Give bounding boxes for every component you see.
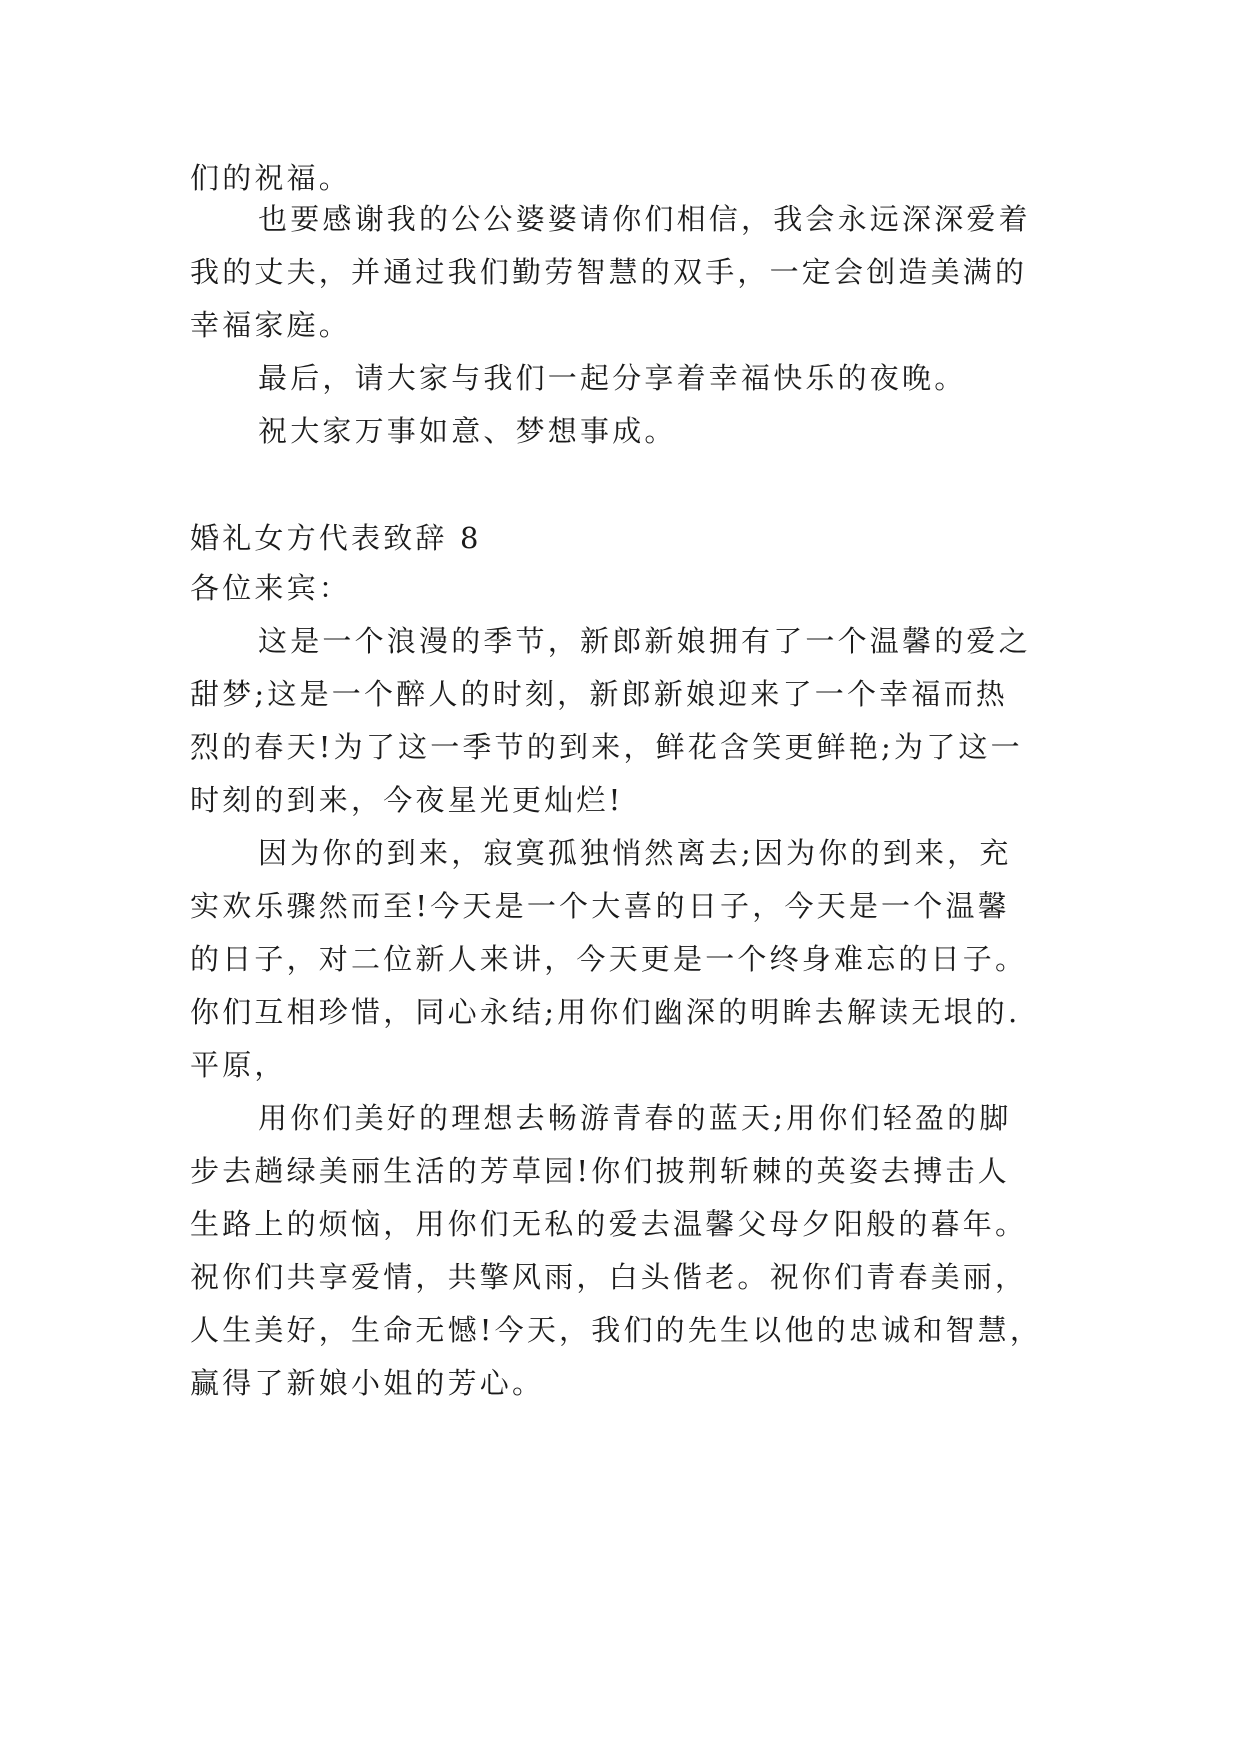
paragraph-1-line-1: 这是一个浪漫的季节，新郎新娘拥有了一个温馨的爱之: [258, 624, 1031, 658]
paragraph-3-line-6: 赢得了新娘小姐的芳心。: [190, 1366, 545, 1400]
salutation: 各位来宾：: [190, 571, 352, 605]
section-title: 婚礼女方代表致辞 8: [190, 521, 482, 555]
paragraph-3-line-1: 用你们美好的理想去畅游青春的蓝天;用你们轻盈的脚: [258, 1101, 1012, 1135]
thanks-paragraph-line-1: 也要感谢我的公公婆婆请你们相信，我会永远深深爱着: [258, 202, 1031, 236]
thanks-paragraph-line-2: 我的丈夫，并通过我们勤劳智慧的双手，一定会创造美满的: [190, 255, 1028, 289]
wish-paragraph: 祝大家万事如意、梦想事成。: [258, 414, 677, 448]
paragraph-1-line-4: 时刻的到来，今夜星光更灿烂!: [190, 783, 624, 817]
paragraph-1-line-2: 甜梦;这是一个醉人的时刻，新郎新娘迎来了一个幸福而热: [190, 677, 1008, 711]
paragraph-3-line-3: 生路上的烦恼，用你们无私的爱去温馨父母夕阳般的暮年。: [190, 1207, 1028, 1241]
paragraph-1-line-3: 烈的春天!为了这一季节的到来，鲜花含笑更鲜艳;为了这一: [190, 730, 1023, 764]
paragraph-3-line-4: 祝你们共享爱情，共擎风雨，白头偕老。祝你们青春美丽，: [190, 1260, 1028, 1294]
paragraph-2-line-4: 你们互相珍惜，同心永结;用你们幽深的明眸去解读无垠的.: [190, 995, 1021, 1029]
paragraph-3-line-5: 人生美好，生命无憾!今天，我们的先生以他的忠诚和智慧，: [190, 1313, 1043, 1347]
paragraph-3-line-2: 步去趟绿美丽生活的芳草园!你们披荆斩棘的英姿去搏击人: [190, 1154, 1010, 1188]
paragraph-2-line-2: 实欢乐骤然而至!今天是一个大喜的日子，今天是一个温馨: [190, 889, 1010, 923]
paragraph-2-line-3: 的日子，对二位新人来讲，今天更是一个终身难忘的日子。: [190, 942, 1028, 976]
paragraph-2-line-1: 因为你的到来，寂寞孤独悄然离去;因为你的到来，充: [258, 836, 1012, 870]
paragraph-tail-line: 们的祝福。: [190, 161, 352, 195]
paragraph-2-line-5: 平原，: [190, 1048, 287, 1082]
thanks-paragraph-line-3: 幸福家庭。: [190, 308, 352, 342]
finally-paragraph: 最后，请大家与我们一起分享着幸福快乐的夜晚。: [258, 361, 967, 395]
